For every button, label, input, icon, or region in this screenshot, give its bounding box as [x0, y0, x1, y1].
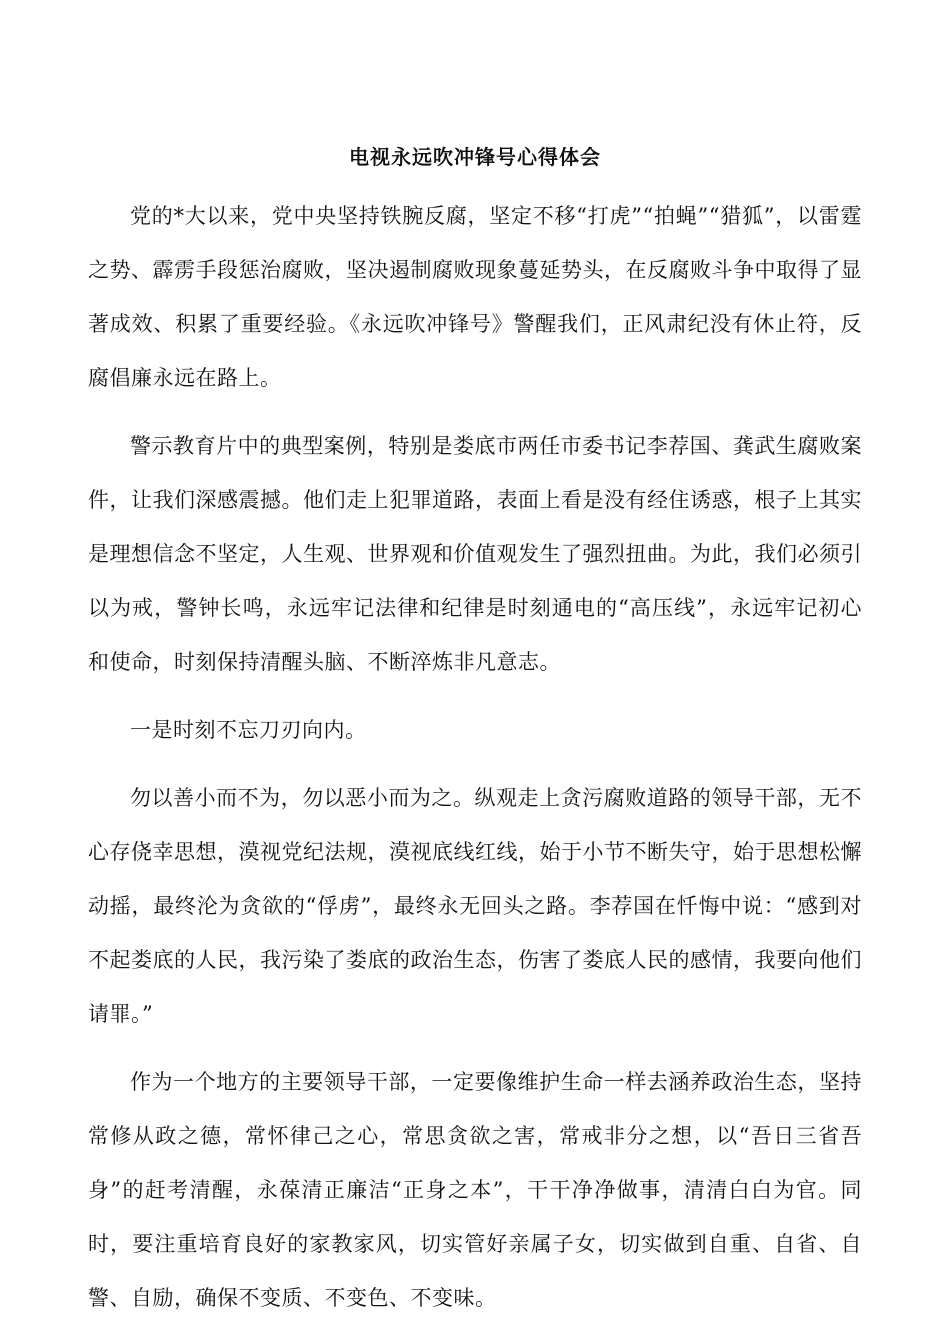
document-page	[88, 133, 862, 1339]
document-title: 电视永远吹冲锋号心得体会	[349, 145, 601, 169]
paragraph-5: 作为一个地方的主要领导干部，一定要像维护生命一样去涵养政治生态，坚持常修从政之德，常怀律己之心，常思贪欲之害，常戒非分之想，以“吾日三省吾身”的赶考清醒，永葆清正廉洁“正身之本”，干干净净做事，清清白白为官。同时，要注重培育良好的家教家风，切实管好亲属子女，切实做到自重、自省、自警、自励，确保不变质、不变色、不变味。	[88, 1070, 862, 1310]
paragraph-4: 勿以善小而不为，勿以恶小而为之。纵观走上贪污腐败道路的领导干部，无不心存侥幸思想，漠视党纪法规，漠视底线红线，始于小节不断失守，始于思想松懈动摇，最终沦为贪欲的“俘虏”，最终永无回头之路。李荐国在忏悔中说：“感到对不起娄底的人民，我污染了娄底的政治生态，伤害了娄底人民的感情，我要向他们请罪。”	[88, 786, 862, 1026]
paragraph-3-heading: 一是时刻不忘刀刃向内。	[130, 718, 367, 742]
paragraph-1: 党的*大以来，党中央坚持铁腕反腐，坚定不移“打虎”“拍蝇”“猎狐”，以雷霆之势、霹雳手段惩治腐败，坚决遏制腐败现象蔓延势头，在反腐败斗争中取得了显著成效、积累了重要经验。《永远吹冲锋号》警醒我们，正风肃纪没有休止符，反腐倡廉永远在路上。	[88, 204, 862, 390]
paragraph-2: 警示教育片中的典型案例，特别是娄底市两任市委书记李荐国、龚武生腐败案件，让我们深感震撼。他们走上犯罪道路，表面上看是没有经住诱惑，根子上其实是理想信念不坚定，人生观、世界观和价值观发生了强烈扭曲。为此，我们必须引以为戒，警钟长鸣，永远牢记法律和纪律是时刻通电的“高压线”，永远牢记初心和使命，时刻保持清醒头脑、不断淬炼非凡意志。	[88, 434, 862, 674]
